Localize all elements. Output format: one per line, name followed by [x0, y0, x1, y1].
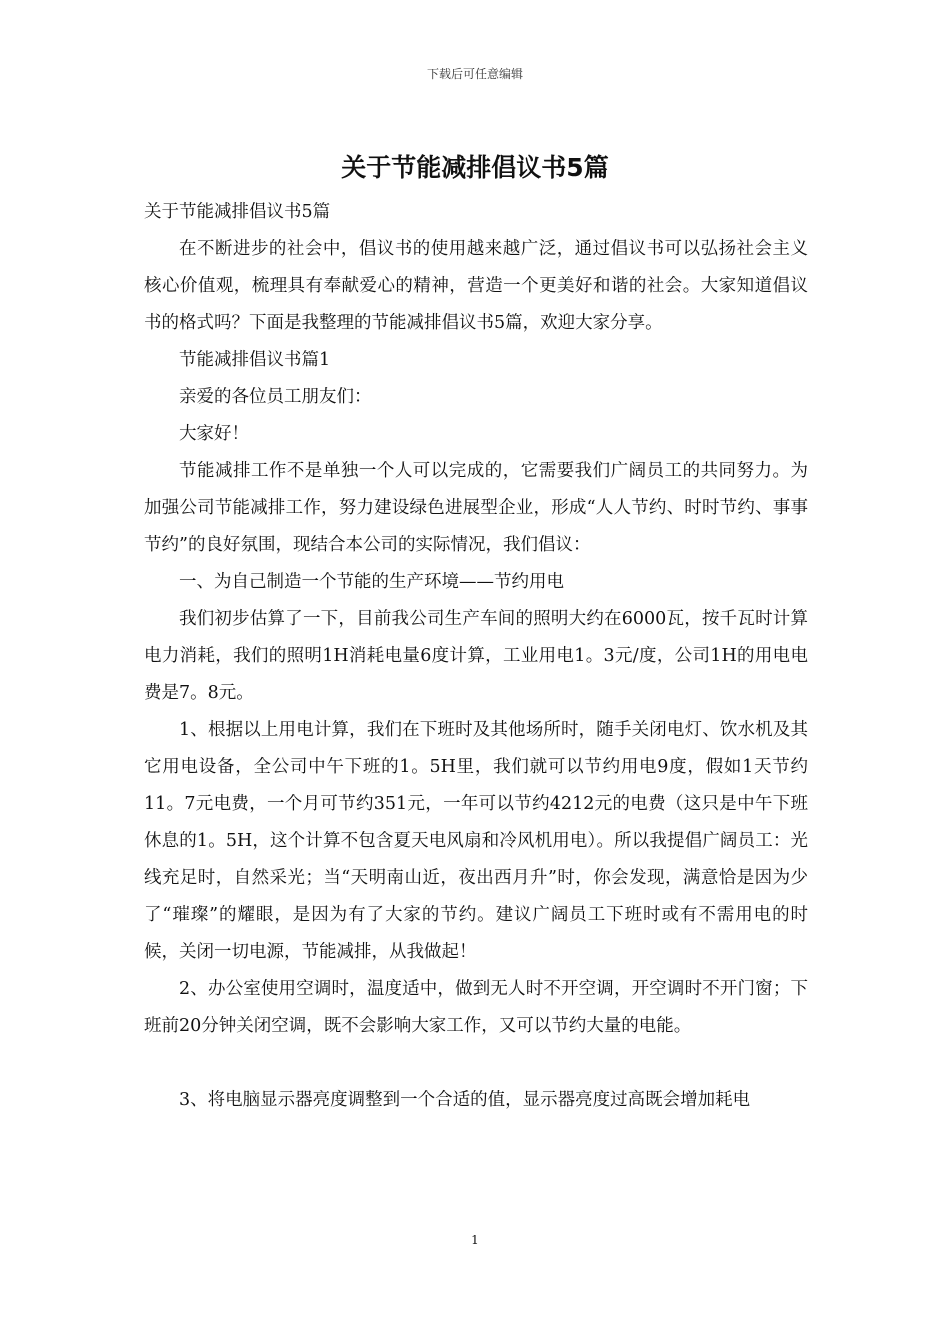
- section-heading: 节能减排倡议书篇1: [179, 350, 331, 370]
- body-paragraph: 节能减排工作不是单独一个人可以完成的，它需要我们广阔员工的共同努力。为加强公司节能减排工作，努力建设绿色进展型企业，形成“人人节约、时时节约、事事节约”的良好氛围，现结合本公司的实际情况，我们倡议：: [144, 461, 808, 555]
- body-paragraph: 2、办公室使用空调时，温度适中，做到无人时不开空调，开空调时不开门窗；下班前20分钟关闭空调，既不会影响大家工作，又可以节约大量的电能。: [144, 979, 808, 1036]
- intro-paragraph: 在不断进步的社会中，倡议书的使用越来越广泛，通过倡议书可以弘扬社会主义核心价值观，梳理具有奉献爱心的精神，营造一个更美好和谐的社会。大家知道倡议书的格式吗？下面是我整理的节能减排倡议书5篇，欢迎大家分享。: [144, 239, 808, 333]
- point-heading: 一、为自己制造一个节能的生产环境——节约用电: [179, 572, 564, 592]
- body-paragraph: 1、根据以上用电计算，我们在下班时及其他场所时，随手关闭电灯、饮水机及其它用电设备，全公司中午下班的1。5H里，我们就可以节约用电9度，假如1天节约11。7元电费，一个月可节约351元，一年可以节约4212元的电费（这只是中午下班休息的1。5H，这个计算不包含夏天电风扇和冷风机用电）。所以我提倡广阔员工：光线充足时，自然采光；当“天明南山近，夜出西月升”时，你会发现，满意恰是因为少了“璀璨”的耀眼，是因为有了大家的节约。建议广阔员工下班时或有不需用电的时候，关闭一切电源，节能减排，从我做起！: [144, 720, 808, 962]
- page-number: 1: [471, 1233, 479, 1247]
- body-paragraph: 我们初步估算了一下，目前我公司生产车间的照明大约在6000瓦，按千瓦时计算电力消耗，我们的照明1H消耗电量6度计算，工业用电1。3元/度，公司1H的用电电费是7。8元。: [144, 609, 808, 703]
- document-body: [144, 194, 808, 1119]
- salutation: 亲爱的各位员工朋友们：: [179, 387, 372, 407]
- body-paragraph: 3、将电脑显示器亮度调整到一个合适的值，显示器亮度过高既会增加耗电: [179, 1090, 751, 1110]
- subtitle-line: 关于节能减排倡议书5篇: [144, 202, 331, 222]
- greeting: 大家好！: [179, 424, 249, 444]
- document-title: 关于节能减排倡议书5篇: [341, 153, 609, 182]
- header-note: 下载后可任意编辑: [426, 67, 523, 81]
